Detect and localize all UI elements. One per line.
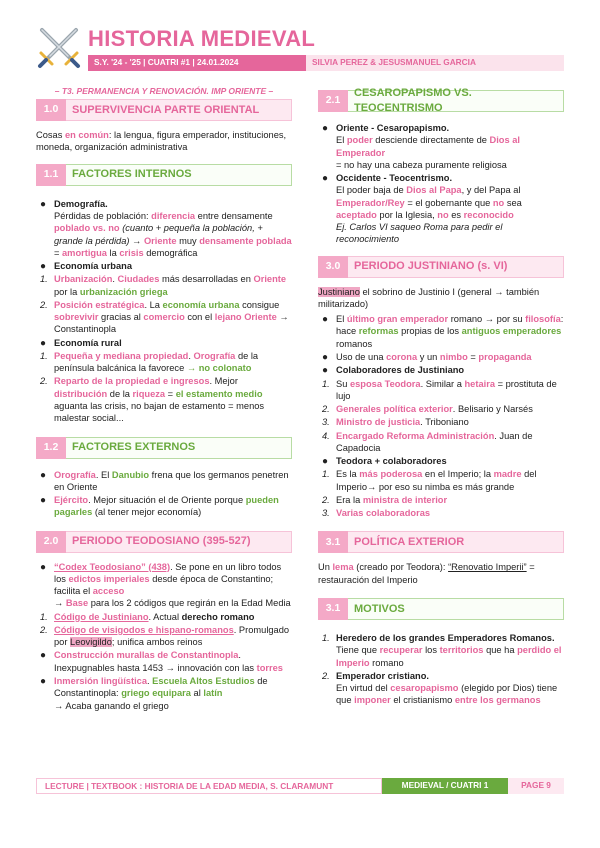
list-item: 4. Encargado Reforma Administración. Juan de Capadocia — [322, 430, 533, 453]
list-item: 3. Varias colaboradoras — [322, 508, 431, 519]
page-title: HISTORIA MEDIEVAL — [88, 26, 316, 51]
list-item: 2. Generales política exterior. Belisario y Narsés — [322, 404, 533, 415]
section-3-1-motivos — [318, 598, 564, 620]
left-column — [36, 86, 292, 713]
list-item: ● Uso de una corona y un nimbo = propaganda — [322, 351, 532, 363]
section-3-0 — [318, 256, 564, 278]
footer-course: MEDIEVAL / CUATRI 1 — [382, 778, 508, 794]
section-2-1 — [318, 87, 564, 114]
section-number: 1.2 — [36, 437, 66, 459]
section-number: 3.1 — [318, 598, 348, 620]
section-3-1 — [318, 531, 564, 553]
right-column — [318, 86, 564, 708]
list-item-codex: ● “Codex Teodosiano” (438). Se pone en un libro todos los edictos imperiales desde época de Constantino; facilita el acceso → Base para los 2 códigos que regirán en la Edad Media — [40, 561, 291, 609]
section-title: POLÍTICA EXTERIOR — [348, 531, 564, 553]
list-item-demografia: ● Demografía. Pérdidas de población: diferencia entre densamente poblado vs. no (cuanto + pequeña la población, + grande la pérdida) → Oriente muy densamente poblada = amortigua la crisis demográfica — [40, 198, 292, 258]
section-2-0 — [36, 531, 292, 553]
list-item: ● Construcción murallas de Constantinopla. Inexpugnables hasta 1453 → innovación con las torres — [40, 650, 283, 673]
section-number: 3.1 — [318, 531, 348, 553]
list-item: 1. Heredero de los grandes Emperadores Romanos. Tiene que recuperar los territorios que ha perdido el Imperio romano — [322, 632, 562, 668]
list-item: 1. Es la más poderosa en el Imperio; la madre del Imperio→ por eso su nimba es más grande — [322, 469, 537, 492]
list-item: ● Inmersión lingüística. Escuela Altos Estudios de Constantinopla: griego equipara al latín → Acaba ganando el griego — [40, 675, 268, 711]
section-title: PERIODO JUSTINIANO (s. VI) — [348, 256, 564, 278]
list-item: ● Ejército. Mejor situación el de Oriente porque pueden pagarles (al tener mejor economía) — [40, 495, 279, 518]
section-title: FACTORES INTERNOS — [66, 164, 292, 186]
footer-source: LECTURE | TEXTBOOK : HISTORIA DE LA EDAD MEDIA, S. CLARAMUNT — [36, 778, 382, 794]
section-1-1 — [36, 164, 292, 186]
section-number: 1.1 — [36, 164, 66, 186]
section-title: CESAROPAPISMO VS. TEOCENTRISMO — [348, 90, 564, 112]
section-1-2 — [36, 437, 292, 459]
section-number: 1.0 — [36, 99, 66, 121]
list-item: 1. Código de Justiniano. Actual derecho romano — [40, 611, 255, 622]
list-item: 2. Código de visigodos e hispano-romanos. Promulgado por Leovigildo; unifica ambos reinos — [40, 624, 290, 648]
list-item-occidente: ● Occidente - Teocentrismo. El poder baja de Dios al Papa, y del Papa al Emperador/Rey = el gobernante que no sea aceptado por la Iglesia, no es reconocido Ej. Carlos VI saqueo Roma para pedir el reconocimiento — [322, 173, 522, 245]
section-number: 3.0 — [318, 256, 348, 278]
list-item: 1. Pequeña y mediana propiedad. Orografía de la península balcánica la favorece → no colonato — [40, 350, 259, 374]
list-item-oriente: ● Oriente - Cesaropapismo. El poder desciende directamente de Dios al Emperador = no hay una cabeza puramente religiosa — [322, 123, 520, 170]
crossed-swords-icon — [36, 24, 82, 70]
authors: SILVIA PEREZ & JESUSMANUEL GARCIA — [306, 55, 564, 71]
justiniano-paragraph: Justiniano el sobrino de Justinio I (general → también militarizado) — [318, 286, 540, 309]
course-meta: S.Y. '24 - '25 | CUATRI #1 | 24.01.2024 — [88, 55, 306, 71]
section-number: 2.1 — [318, 90, 348, 112]
list-item-economia-urbana: ● Economía urbana — [40, 261, 133, 273]
list-item: ● Orografía. El Danubio frena que los germanos penetren en Oriente — [40, 469, 289, 492]
section-title: SUPERVIVENCIA PARTE ORIENTAL — [66, 99, 292, 121]
section-number: 2.0 — [36, 531, 66, 553]
list-item-colaboradores: ● Colaboradores de Justiniano — [322, 365, 465, 377]
section-title: MOTIVOS — [348, 598, 564, 620]
list-item: 2. Emperador cristiano. En virtud del cesaropapismo (elegido por Dios) tiene que imponer el cristianismo entre los germanos — [322, 670, 558, 706]
list-item-teodora: ● Teodora + colaboradores — [322, 456, 447, 468]
list-item: 2. Era la ministra de interior — [322, 494, 448, 505]
list-item: 1. Urbanización. Ciudades más desarrolladas en Oriente por la urbanización griega — [40, 274, 287, 297]
list-item-economia-rural: ● Economía rural — [40, 337, 122, 349]
lema-paragraph: Un lema (creado por Teodora): “Renovatio Imperii” = restauración del Imperio — [318, 562, 535, 585]
section-title: FACTORES EXTERNOS — [66, 437, 292, 459]
section-title: PERIODO TEODOSIANO (395-527) — [66, 531, 292, 553]
page-number: PAGE 9 — [508, 778, 564, 794]
topic-label: – T3. PERMANENCIA Y RENOVACIÓN. IMP ORIENTE – — [54, 86, 274, 96]
list-item: 1. Su esposa Teodora. Similar a hetaira = prostituta de lujo — [322, 378, 557, 401]
list-item: 2. Reparto de la propiedad e ingresos. Mejor distribución de la riqueza = el estamento medio aguanta las crisis, no bajan de estamento = menos malestar social... — [40, 376, 265, 424]
list-item: ● El último gran emperador romano → por su filosofía: hace reformas propias de los antiguos emperadores romanos — [322, 314, 564, 349]
section-1-0 — [36, 99, 292, 121]
list-item: 2. Posición estratégica. La economía urbana consigue sobrevivir gracias al comercio con el lejano Oriente → Constantinopla — [40, 299, 289, 335]
intro-paragraph: Cosas en común: la lengua, figura emperador, instituciones, moneda, organización administrativa — [36, 130, 287, 153]
list-item: 3. Ministro de justicia. Triboniano — [322, 417, 469, 428]
